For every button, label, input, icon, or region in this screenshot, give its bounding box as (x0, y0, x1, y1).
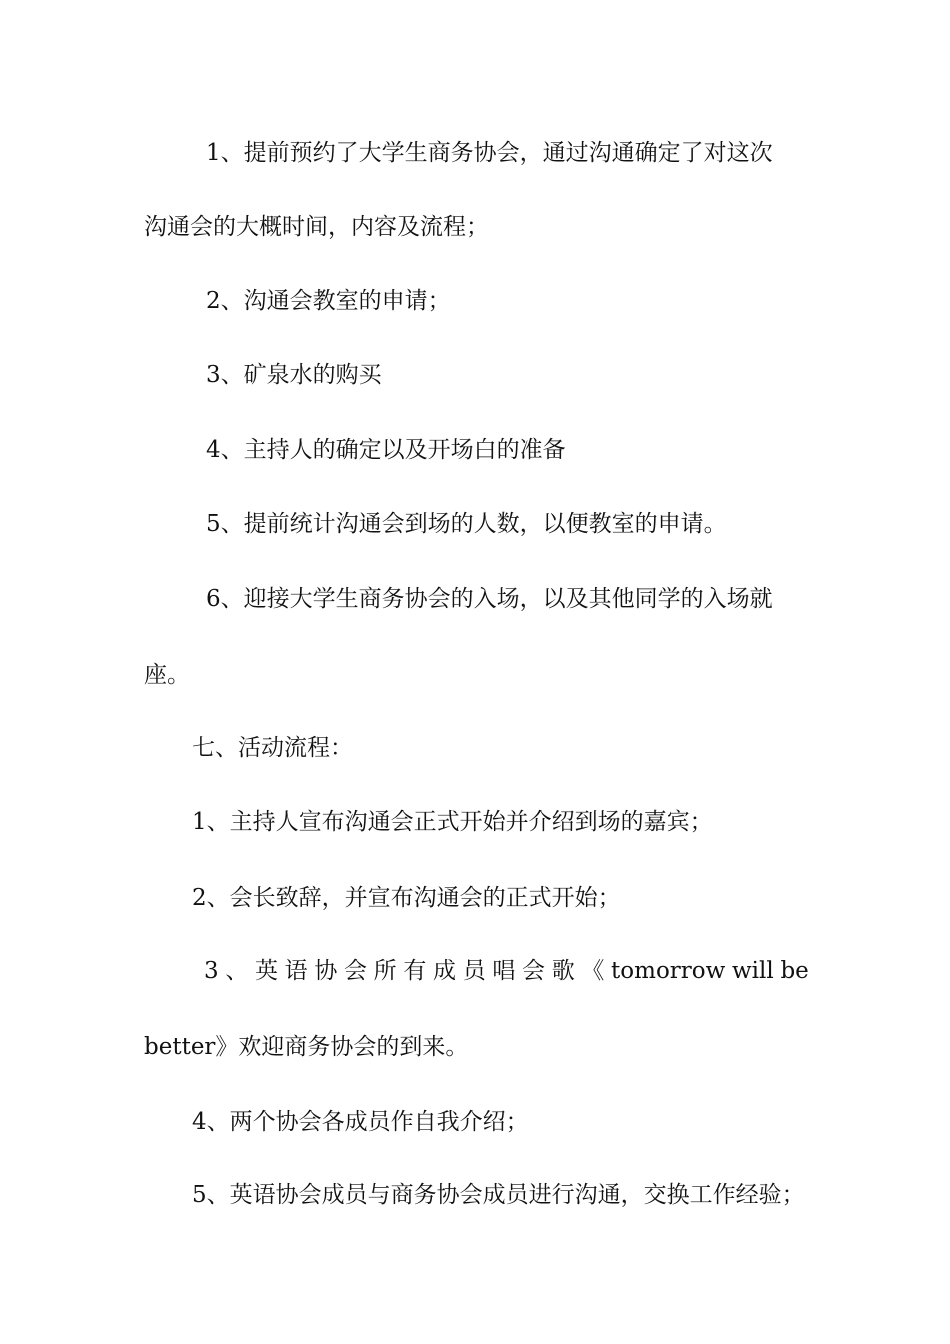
section-heading-activity-flow: 七、活动流程： (192, 735, 353, 761)
justified-word: 、 (225, 958, 249, 984)
paragraph-flow-3-line-1 (144, 955, 809, 987)
justified-word: 协 (314, 958, 338, 984)
paragraph-prep-6-line-1: 6、迎接大学生商务协会的入场，以及其他同学的入场就 (206, 586, 773, 612)
justified-word: 唱 (492, 958, 516, 984)
justified-word: will (732, 958, 774, 984)
justified-word: tomorrow (611, 958, 726, 984)
paragraph-flow-3-line-2: better》欢迎商务协会的到来。 (144, 1034, 469, 1060)
justified-word: be (780, 958, 809, 984)
justified-word: 英 (254, 958, 278, 984)
justified-word: 员 (462, 958, 486, 984)
justified-word: 会 (522, 958, 546, 984)
paragraph-prep-6-line-2: 座。 (144, 662, 190, 688)
paragraph-flow-5: 5、英语协会成员与商务协会成员进行沟通，交换工作经验； (192, 1182, 805, 1208)
justified-word: 歌 (551, 958, 575, 984)
justified-word: 有 (403, 958, 427, 984)
justified-word: 《 (581, 958, 605, 984)
paragraph-prep-4: 4、主持人的确定以及开场白的准备 (206, 437, 566, 463)
paragraph-prep-1-line-2: 沟通会的大概时间，内容及流程； (144, 214, 489, 240)
paragraph-flow-4: 4、两个协会各成员作自我介绍； (192, 1109, 529, 1135)
paragraph-prep-2: 2、沟通会教室的申请； (206, 288, 451, 314)
paragraph-flow-2: 2、会长致辞，并宣布沟通会的正式开始； (192, 885, 621, 911)
justified-word: 会 (344, 958, 367, 984)
paragraph-prep-3: 3、矿泉水的购买 (206, 362, 382, 388)
paragraph-prep-1-line-1: 1、提前预约了大学生商务协会，通过沟通确定了对这次 (206, 140, 773, 166)
justified-word: 成 (433, 958, 457, 984)
paragraph-flow-1: 1、主持人宣布沟通会正式开始并介绍到场的嘉宾； (192, 809, 713, 835)
justified-word: 3 (204, 958, 219, 984)
paragraph-prep-5: 5、提前统计沟通会到场的人数，以便教室的申请。 (206, 511, 727, 537)
justified-word: 所 (373, 958, 397, 984)
justified-word: 语 (284, 958, 308, 984)
